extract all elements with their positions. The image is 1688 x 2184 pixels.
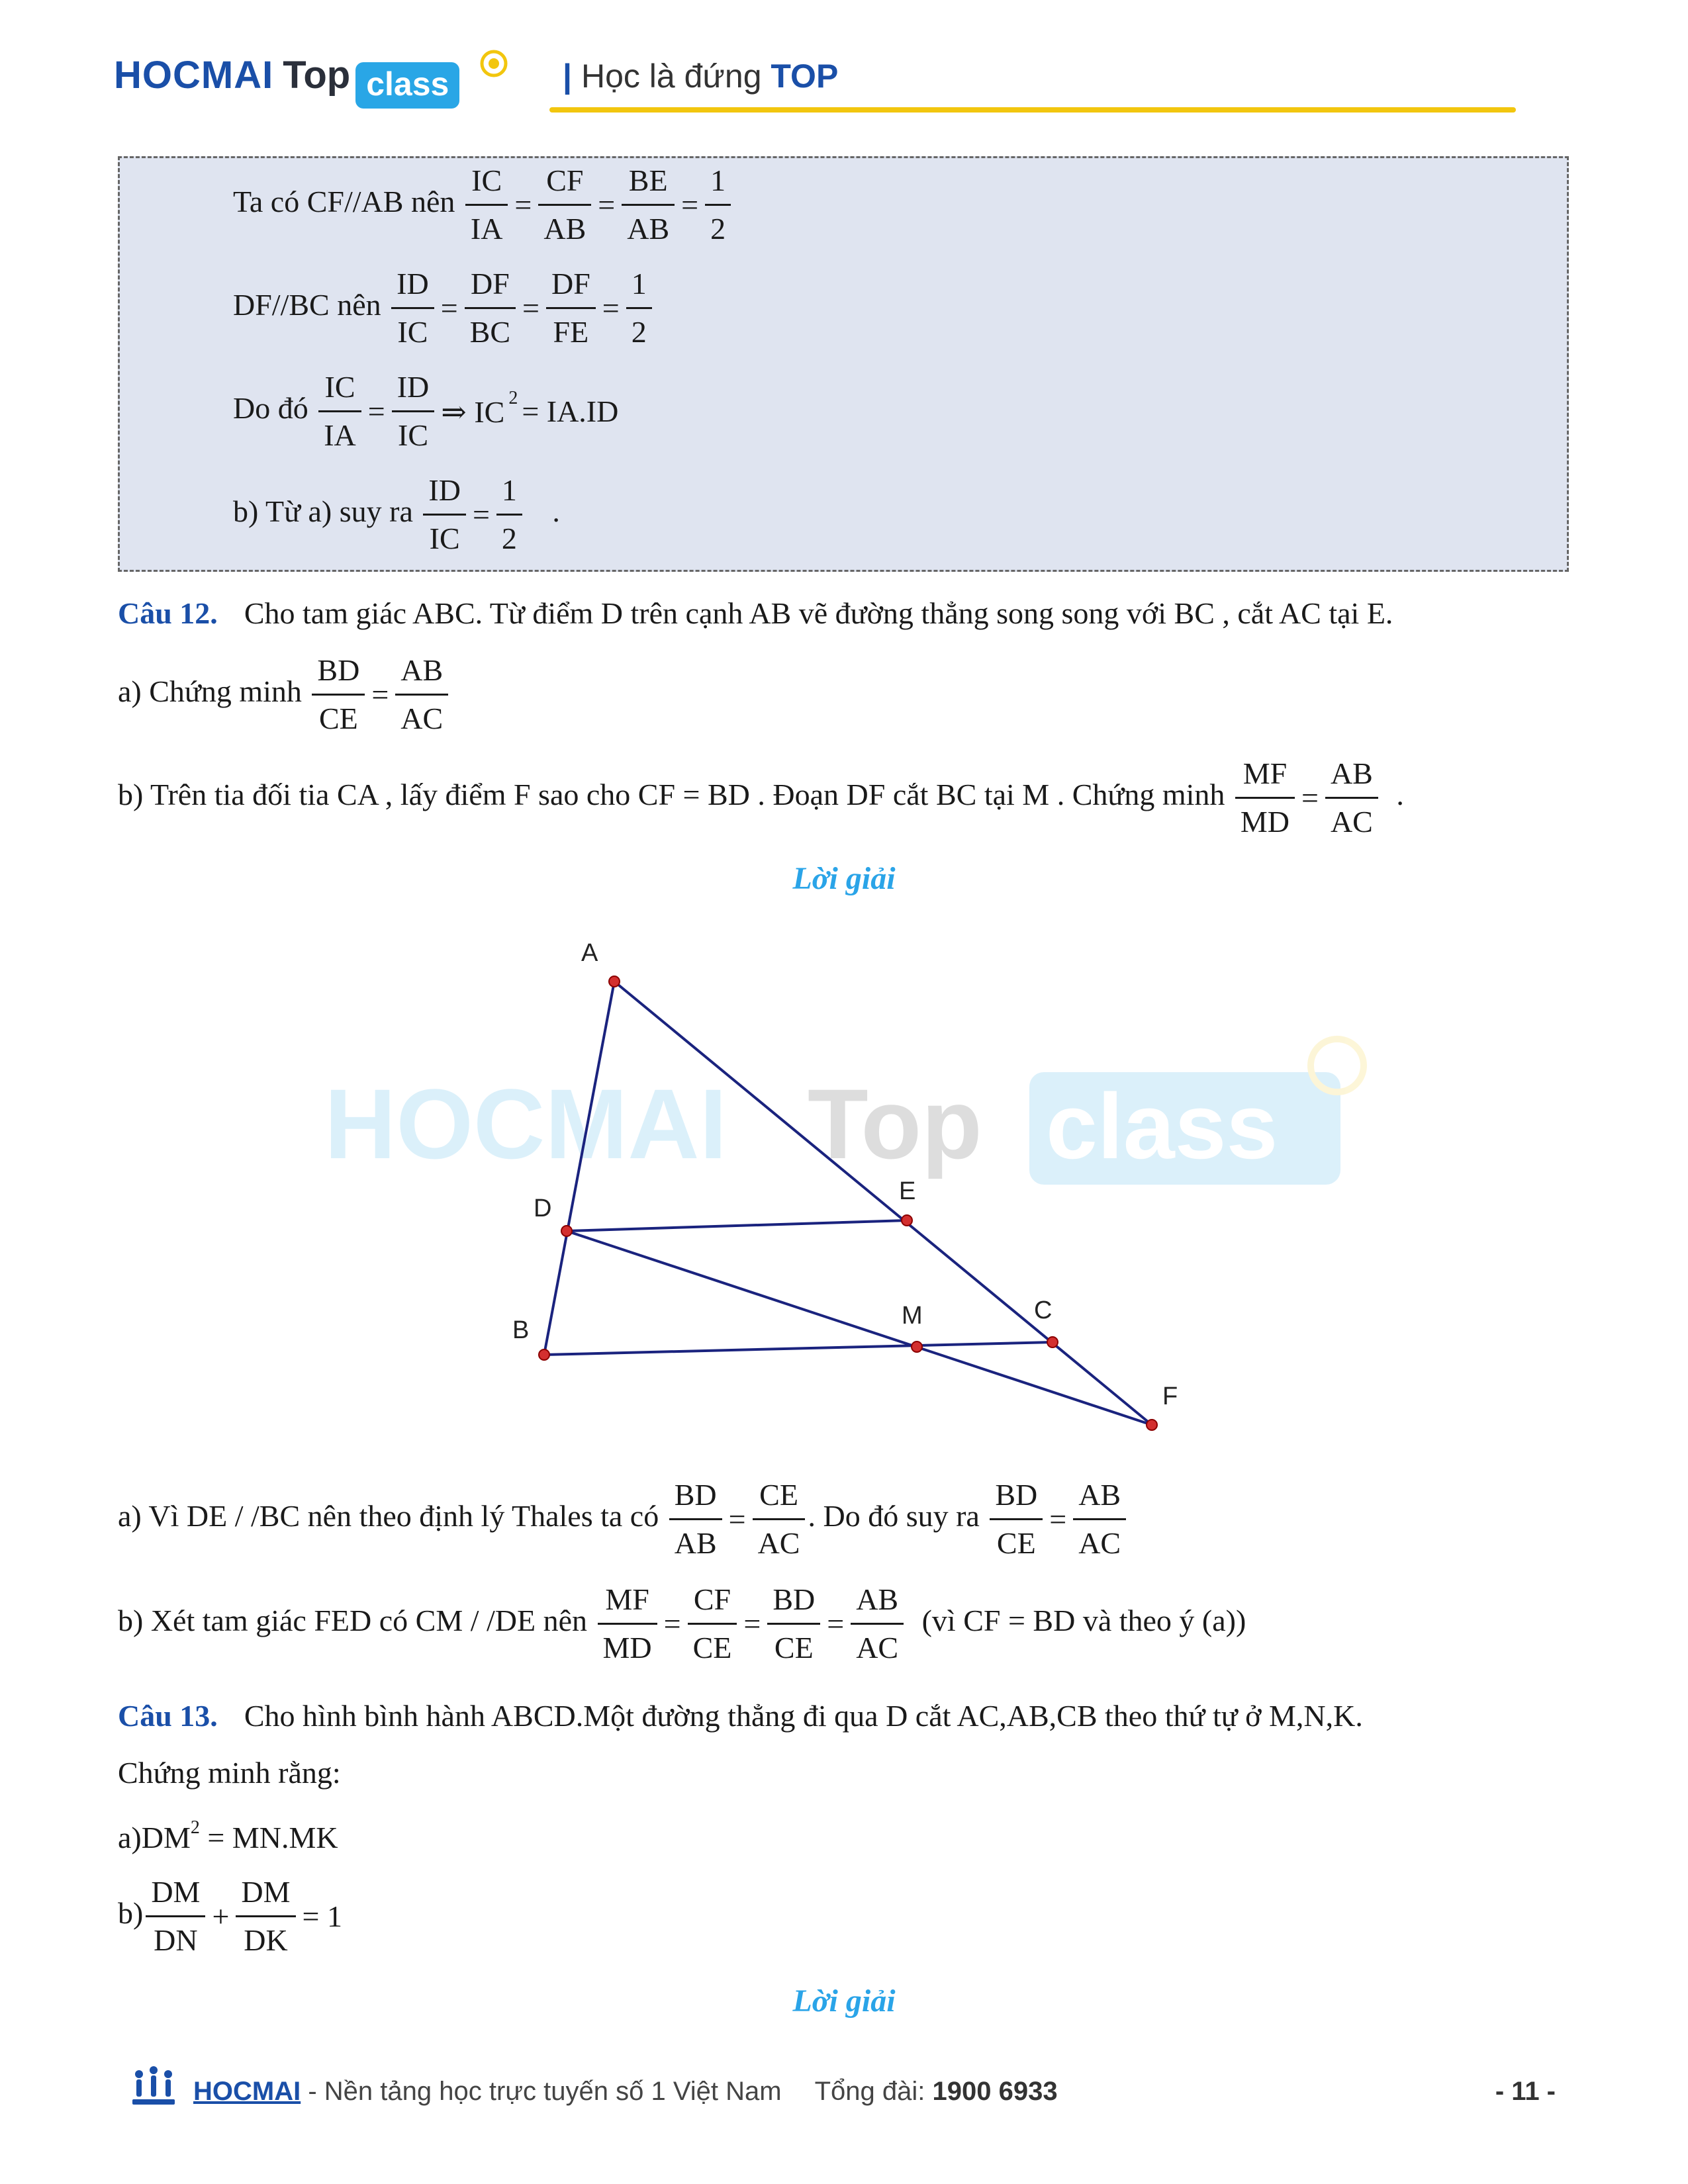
fraction: $\frac{BD}{CE}$ [990,1476,1043,1563]
segment-AF [614,981,1152,1425]
fraction: $\frac{AB}{AC}$ [851,1580,904,1667]
watermark-class: class [1046,1074,1278,1178]
fraction: $\frac{1}{2}$ [496,471,522,558]
fraction: $\frac{CE}{AC}$ [753,1476,806,1563]
box-line-1: Ta có CF//AB nên $\frac{IC}{IA}$ = $\frac{CF}{AB}$ = $\frac{BE}{AB}$ = $\frac{1}{2}$ [233,161,733,248]
point-C [1047,1337,1058,1347]
segment-DE [567,1220,907,1231]
q13-part-b: b) $\frac{DM}{DN}$ + $\frac{DM}{DK}$ = 1 [118,1873,346,1960]
fraction: $\frac{DF}{FE}$ [546,265,596,351]
header-tagline: | Học là đứng TOP [563,58,839,95]
logo-class-badge: class [355,62,459,109]
point-E [902,1215,912,1226]
fraction: $\frac{MF}{MD}$ [1235,754,1295,841]
fraction: $\frac{MF}{MD}$ [598,1580,657,1667]
fraction: $\frac{DF}{BC}$ [465,265,516,351]
tagline-prefix: Học là đứng [581,58,762,95]
triangle-figure [0,913,1688,1456]
q13-solution-title: Lời giải [792,1983,896,2019]
fraction: $\frac{ID}{IC}$ [392,368,435,455]
fraction: $\frac{ID}{IC}$ [423,471,466,558]
logo-hocmai-text: HOCMAI [114,54,274,97]
q12-solution-a: a) Vì DE / /BC nên theo định lý Thales ta có $\frac{BD}{AB}$ = $\frac{CE}{AC}$ . Do đó suy ra $\frac{BD}{CE}$ = $\frac{AB}{AC}$ [118,1476,1129,1563]
fraction: $\frac{BE}{AB}$ [622,161,675,248]
fraction: $\frac{DM}{DK}$ [236,1873,295,1960]
q13-label: Câu 13. [118,1699,218,1733]
hocmai-topclass-logo [114,53,459,113]
box-line-2: DF//BC nên $\frac{ID}{IC}$ = $\frac{DF}{BC}$ = $\frac{DF}{FE}$ = $\frac{1}{2}$ [233,265,655,351]
footer-brand-link[interactable]: HOCMAI [193,2077,301,2106]
q12-solution-title: Lời giải [792,861,896,896]
box-line-3: Do đó $\frac{IC}{IA}$ = $\frac{ID}{IC}$ ⇒ IC $^2$= IA.ID [233,368,622,455]
fraction: $\frac{1}{2}$ [626,265,652,351]
label-F: F [1162,1383,1178,1410]
footer-hotline-label: Tổng đài: [814,2077,925,2106]
fraction: $\frac{AB}{AC}$ [1073,1476,1126,1563]
fraction: $\frac{BD}{CE}$ [767,1580,820,1667]
q12-part-b: b) Trên tia đối tia CA , lấy điểm F sao cho CF = BD . Đoạn DF cắt BC tại M . Chứng minh $\frac{MF}{MD}$ = $\frac{AB}{AC}$ . [118,754,1404,841]
segment-DF [567,1231,1152,1425]
point-F [1147,1420,1157,1430]
header-divider [549,107,1516,113]
point-B [539,1349,549,1360]
label-B: B [512,1316,530,1344]
footer-text: - Nền tảng học trực tuyến số 1 Việt Nam [301,2077,782,2106]
q12-part-a: a) Chứng minh $\frac{BD}{CE}$ = $\frac{AB}{AC}$ [118,651,451,738]
fraction: $\frac{AB}{AC}$ [1325,754,1378,841]
fraction: $\frac{AB}{AC}$ [395,651,448,738]
fraction: $\frac{IC}{IA}$ [318,368,361,455]
page-number: - 11 - [1495,2077,1556,2106]
sun-icon [478,48,510,79]
fraction: $\frac{CF}{CE}$ [688,1580,737,1667]
q13-statement-2: Chứng minh rằng: [118,1756,341,1790]
fraction: $\frac{1}{2}$ [705,161,731,248]
label-D: D [534,1195,552,1222]
page-footer [132,2077,1556,2123]
q12-label: Câu 12. [118,596,218,630]
label-A: A [581,939,598,967]
watermark-top: Top [808,1068,982,1179]
segment-BC [544,1342,1053,1355]
point-A [609,976,620,987]
watermark [324,1039,1364,1185]
q12-solution-b: b) Xét tam giác FED có CM / /DE nên $\frac{MF}{MD}$ = $\frac{CF}{CE}$ = $\frac{BD}{CE}$ = $\frac{AB}{AC}$ (vì CF = BD và theo ý (a)) [118,1580,1246,1667]
label-C: C [1034,1297,1053,1324]
fraction: $\frac{ID}{IC}$ [391,265,434,351]
q12-statement: Câu 12. Cho tam giác ABC. Từ điểm D trên cạnh AB vẽ đường thẳng song song với BC , cắt AC tại E. [118,596,1393,630]
logo-top-text: Top [283,54,351,97]
fraction: $\frac{BD}{CE}$ [312,651,365,738]
fraction: $\frac{IC}{IA}$ [465,161,508,248]
fraction: $\frac{BD}{AB}$ [669,1476,722,1563]
label-E: E [899,1177,916,1205]
q13-statement: Câu 13. Cho hình bình hành ABCD.Một đường thẳng đi qua D cắt AC,AB,CB theo thứ tự ở M,N,K. [118,1699,1363,1733]
fraction: $\frac{CF}{AB}$ [538,161,591,248]
hocmai-people-icon [130,2064,177,2111]
fraction: $\frac{DM}{DN}$ [146,1873,205,1960]
watermark-hocmai: HOCMAI [324,1068,727,1179]
point-D [561,1226,572,1236]
tagline-top: TOP [771,58,839,95]
box-line-4: b) Từ a) suy ra $\frac{ID}{IC}$ = $\frac{1}{2}$ . [233,471,560,558]
point-M [912,1342,922,1352]
footer-hotline: 1900 6933 [932,2077,1058,2106]
label-M: M [902,1302,923,1330]
q13-part-a: $a)DM^2 = MN.MK$ [118,1817,338,1854]
